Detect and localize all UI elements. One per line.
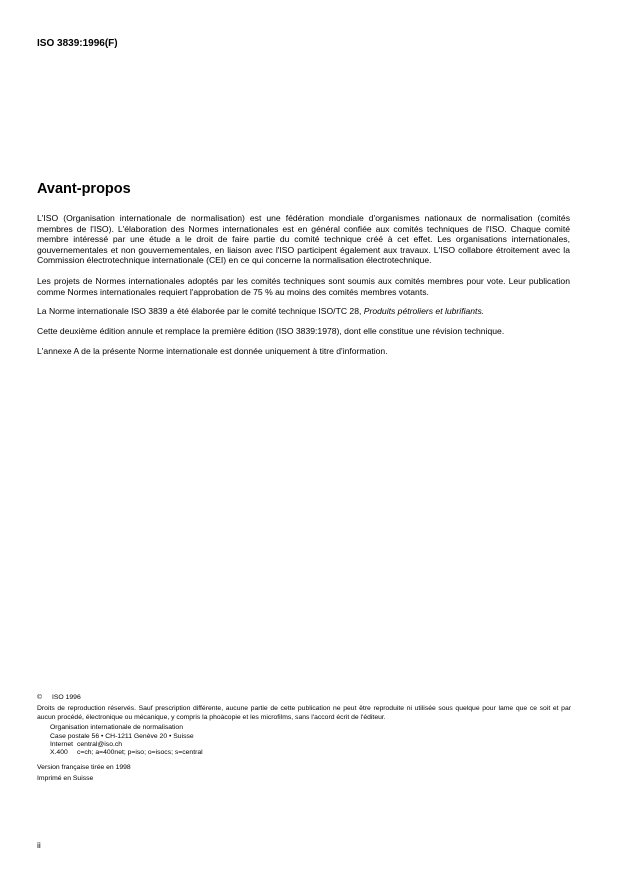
committee-text: La Norme internationale ISO 3839 a été élaborée par le comité technique ISO/TC 28, xyxy=(37,306,364,317)
copyright-line xyxy=(37,694,571,702)
committee-title-italic: Produits pétroliers et lubrifiants. xyxy=(363,306,485,317)
document-reference: ISO 3839:1996(F) xyxy=(37,38,118,49)
internet-label: Internet xyxy=(50,741,74,749)
x400-value: c=ch; a=400net; p=iso; o=isocs; s=central xyxy=(77,749,203,757)
internet-value: central@iso.ch xyxy=(77,741,123,749)
x400-label: X.400 xyxy=(50,749,68,757)
address-org: Organisation internationale de normalisation xyxy=(50,724,183,732)
address-postal: Case postale 56 • CH-1211 Genève 20 • Suisse xyxy=(50,732,194,740)
address-internet xyxy=(50,741,571,749)
copyright-text: ISO 1996 xyxy=(52,694,81,701)
publisher-address xyxy=(37,724,571,758)
page-number: ii xyxy=(37,840,41,850)
version-note: Version française tirée en 1998 xyxy=(37,763,131,771)
rights-notice: Droits de reproduction réservés. Sauf prescription différente, aucune partie de cette publication ne peut être reproduite ni utilisée sous quelque pour lame que ce soit et par aucun procédé, électronique ou mécanique, y compris la phoàcopie et les microfilms, sans l'accord écrit de l'éditeur. xyxy=(37,705,571,721)
printed-note: Imprimé en Suisse xyxy=(37,775,94,783)
copyright-footer xyxy=(37,694,571,784)
copyright-icon: © xyxy=(37,694,43,701)
paragraph-committee xyxy=(37,306,570,317)
section-title: Avant-propos xyxy=(37,181,131,197)
paragraph-voting: Les projets de Normes internationales adoptés par les comités techniques sont soumis aux comités membres pour vote. Leur publication comme Normes internationales requiert l'approbation de 75 % au moins des comités membres votants. xyxy=(37,275,570,297)
address-x400 xyxy=(50,749,571,757)
foreword-body xyxy=(37,213,570,367)
paragraph-annex: L'annexe A de la présente Norme internationale est donnée uniquement à titre d'information. xyxy=(37,346,388,357)
paragraph-edition: Cette deuxième édition annule et remplace la première édition (ISO 3839:1978), dont elle constitue une révision technique. xyxy=(37,325,505,336)
paragraph-iso-intro: L'ISO (Organisation internationale de normalisation) est une fédération mondiale d'organismes nationaux de normalisation (comités membres de l'ISO). L'élaboration des Normes internationales est en général confiée aux comités techniques de l'ISO. Chaque comité membre intéressé par une étude a le droit de faire partie du comité technique créé à cet effet. Les organisations internationales, gouvernementales et non gouvernementales, en liaison avec l'ISO participent également aux travaux. L'ISO collabore étroitement avec la Commission électrotechnique internationale (CEI) en ce qui concerne la normalisation électrotechnique. xyxy=(37,213,570,266)
